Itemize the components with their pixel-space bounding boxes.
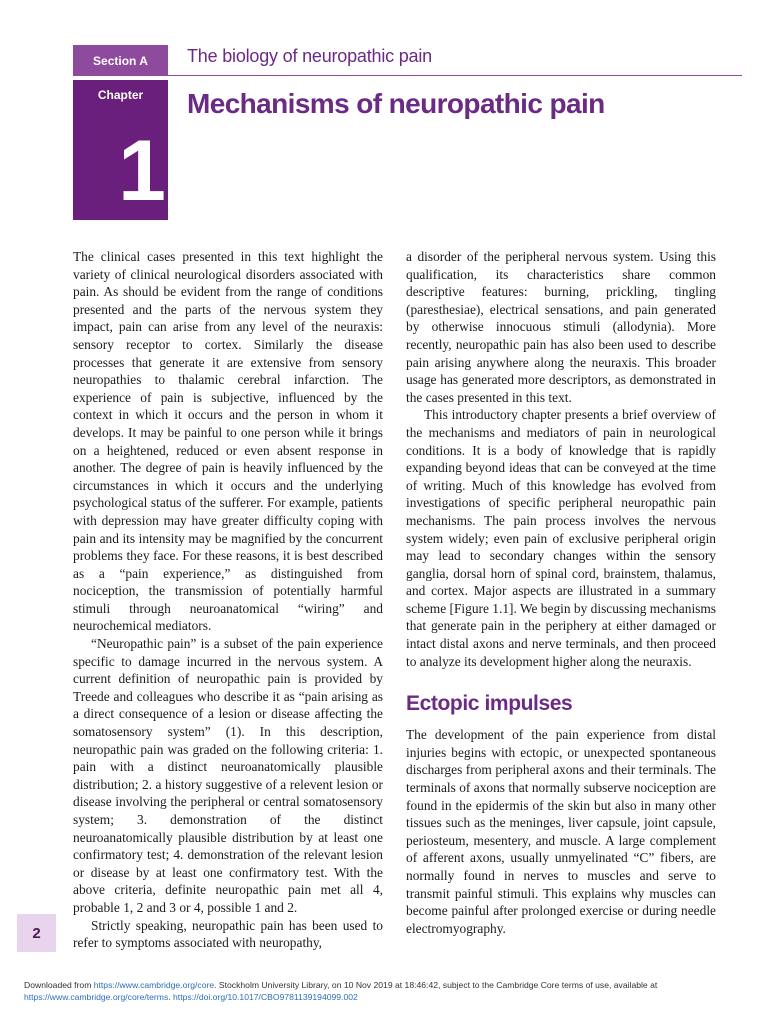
paragraph: The clinical cases presented in this text highlight the variety of clinical neurological disorders associated with pain. As should be evident from the range of conditions presented and the parts of the nervous system they impact, pain can arise from any level of the neuraxis: sensory receptor to cortex. Similarly the disease processes that generate it are extensive from sensory neuropathies to thalamic cerebral infarction. The experience of pain is subjective, influenced by the context in which it occurs and the person in whom it develops. It may be painful to one person while it brings on a heightened, reduced or even absent response in another. The degree of pain is heavily influenced by the circumstances in which it occurs and the underlying psychological status of the sufferer. For example, patients with depression may have greater difficulty coping with pain and its intensity may be magnified by the concurrent problems they face. For these reasons, it is best described as a “pain experience,” as distinguished from nociception, the transmission of potentially harmful stimuli through neuroanatomical “wiring” and neurochemical mediators. [73, 249, 383, 634]
download-footer [24, 979, 744, 1003]
right-column [406, 248, 716, 937]
chapter-number: 1 [118, 123, 166, 219]
section-divider [168, 75, 742, 76]
paragraph: Strictly speaking, neuropathic pain has been used to refer to symptoms associated with neuropathy, [73, 917, 383, 951]
section-heading: Ectopic impulses [406, 692, 573, 716]
chapter-label: Chapter [97, 88, 144, 102]
footer-sep: . [168, 992, 174, 1002]
paragraph: This introductory chapter presents a brief overview of the mechanisms and mediators of pain in neurological conditions. It is a body of knowledge that is rapidly expanding beyond ideas that can be conveyed at the time of writing. Much of this knowledge has evolved from investigations of specific peripheral neuropathic pain mechanisms. The pain process involves the nervous system widely; even pain of exclusive peripheral origin may lead to secondary changes within the sensory ganglia, dorsal horn of spinal cord, brainstem, thalamus, and cortex. Major aspects are illustrated in a summary scheme [Figure 1.1]. We begin by discussing mechanisms that generate pain in the periphery at either damaged or intact distal axons and nerve terminals, and then proceed to analyze its development higher along the neuraxis. [406, 407, 716, 669]
section-label-text: Section A [93, 53, 148, 68]
terms-link[interactable]: https://www.cambridge.org/core/terms [24, 992, 169, 1002]
doi-link[interactable]: https://doi.org/10.1017/CBO9781139194099.002 [173, 992, 358, 1002]
page-number [17, 914, 56, 952]
page-number-text: 2 [32, 924, 41, 942]
section-title: The biology of neuropathic pain [187, 46, 432, 66]
left-column [73, 248, 383, 952]
section-label [73, 45, 168, 76]
chapter-box [73, 80, 168, 220]
footer-prefix: Downloaded from [24, 980, 94, 990]
paragraph: “Neuropathic pain” is a subset of the pain experience specific to damage incurred in the nervous system. A current definition of neuropathic pain is provided by Treede and colleagues who describe it as “pain arising as a direct consequence of a lesion or disease affecting the somatosensory system” (1). In this description, neuropathic pain was graded on the following criteria: 1. pain with a distinct neuroanatomically plausible distribution; 2. a history suggestive of a relevent lesion or disease involving the peripheral or central somatosensory system; 3. demonstration of the distinct neuroanatomically plausible distribution by at least one confirmatory test; 4. demonstration of the relevant lesion or disease by at least one confirmatory test. With the above criteria, definite neuropathic pain met all 4, probable 1, 2 and 3 or 4, possible 1 and 2. [73, 636, 383, 915]
paragraph: The development of the pain experience from distal injuries begins with ectopic, or unexpected spontaneous discharges from peripheral axons and their terminals. The terminals of axons that normally subserve nociception are found in the epidermis of the skin but also in many other tissues such as the meninges, liver capsule, joint capsule, periosteum, mesentery, and muscle. A large complement of afferent axons, usually unmyelinated “C” fibers, are normally found in nerves to muscles and serve to transmit painful stimuli. This explains why muscles can become painful after prolonged exercise or during needle electromyography. [406, 727, 716, 936]
cambridge-core-link[interactable]: https://www.cambridge.org/core [93, 980, 215, 990]
footer-middle: . Stockholm University Library, on 10 Nov 2019 at 18:46:42, subject to the Cambridge Core terms of use, available at [214, 980, 658, 990]
chapter-title: Mechanisms of neuropathic pain [187, 88, 605, 119]
paragraph: a disorder of the peripheral nervous system. Using this qualification, its characteristics share common descriptive features: burning, prickling, tingling (paresthesiae), electrical sensations, and pain generated by otherwise innocuous stimuli (allodynia). More recently, neuropathic pain has also been used to describe pain arising anywhere along the neuraxis. This broader usage has generated more descriptors, as demonstrated in the cases presented in this text. [406, 249, 716, 405]
